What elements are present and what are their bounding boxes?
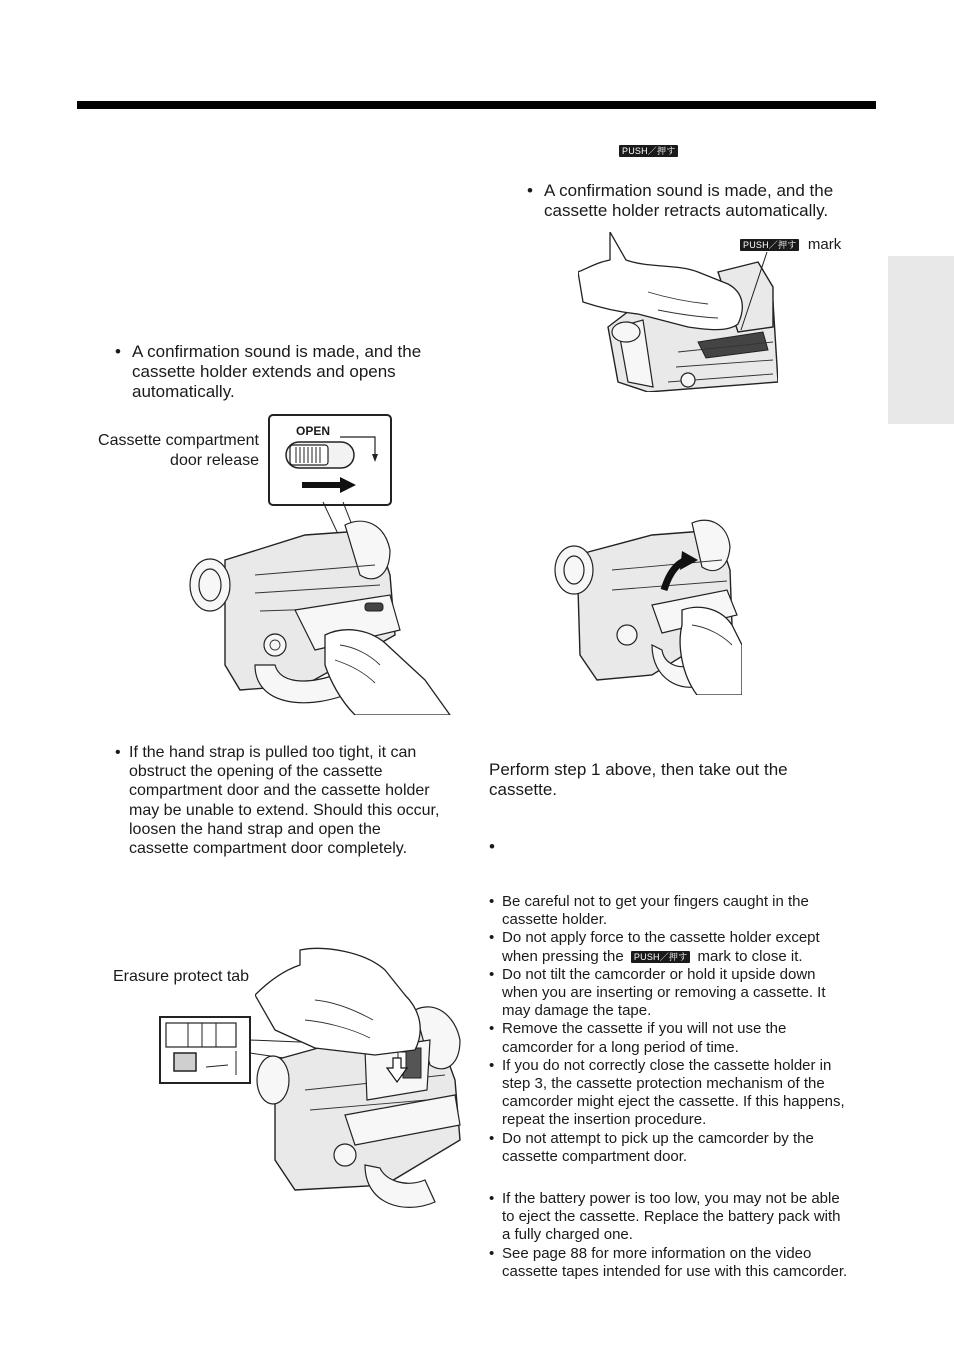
close-holder-illustration [552,515,742,695]
hand-strap-note: • If the hand strap is pulled too tight, it can obstruct the opening of the cassette compartment door and the cassette holder may be unable to extend. Should this occur, loosen the hand strap and open the cassette compartment door completely. [115,744,440,858]
open-door-illustration [185,515,455,715]
erasure-tab-label: Erasure protect tab [113,968,250,985]
caution-item: • Remove the cassette if you will not use the camcorder for a long period of time. [489,1020,787,1056]
note-item: • If the battery power is too low, you may not be able to eject the cassette. Replace the battery pack with a fully charged one. [489,1190,841,1244]
cassette-tab-inset [158,1015,253,1085]
door-release-label: Cassette compartment door release [98,432,259,469]
caution-item: • Be careful not to get your fingers caught in the cassette holder. [489,893,809,929]
push-mark-icon: PUSH／押す [619,145,678,157]
slide-switch-icon [280,436,385,498]
callout-leader [735,250,775,335]
note-item: • See page 88 for more information on the video cassette tapes intended for use with this camcorder. [489,1244,848,1280]
caution-item: • Do not attempt to pick up the camcorder by the cassette compartment door. [489,1129,814,1165]
header-rule [77,101,876,109]
section-tab [888,256,954,424]
caution-item: • If you do not correctly close the cassette holder in step 3, the cassette protection mechanism of the camcorder might eject the cassette. If this happens, repeat the insertion procedure. [489,1056,845,1129]
insert-cassette-illustration [255,940,470,1210]
push-mark-callout: PUSH／押す mark [740,236,841,254]
remove-empty-bullet: • [489,837,495,856]
push-mark-icon: PUSH／押す [631,951,690,963]
step3-bullet: • A confirmation sound is made, and the cassette holder retracts automatically. [527,181,834,220]
caution-item: • Do not tilt the camcorder or hold it upside down when you are inserting or removing a cassette. It may damage the tape. [489,965,826,1020]
step1-bullet: • A confirmation sound is made, and the cassette holder extends and opens automatically. [115,342,422,401]
notes-list [489,1190,889,1281]
remove-instructions: Perform step 1 above, then take out the cassette. [489,760,788,799]
caution-list [489,893,889,1166]
push-mark-icon: PUSH／押す [740,239,799,251]
caution-item: • Do not apply force to the cassette holder except when pressing the PUSH／押す mark to close it. [489,929,820,965]
open-switch-inset: OPEN [268,414,392,506]
push-mark-heading [619,142,678,160]
